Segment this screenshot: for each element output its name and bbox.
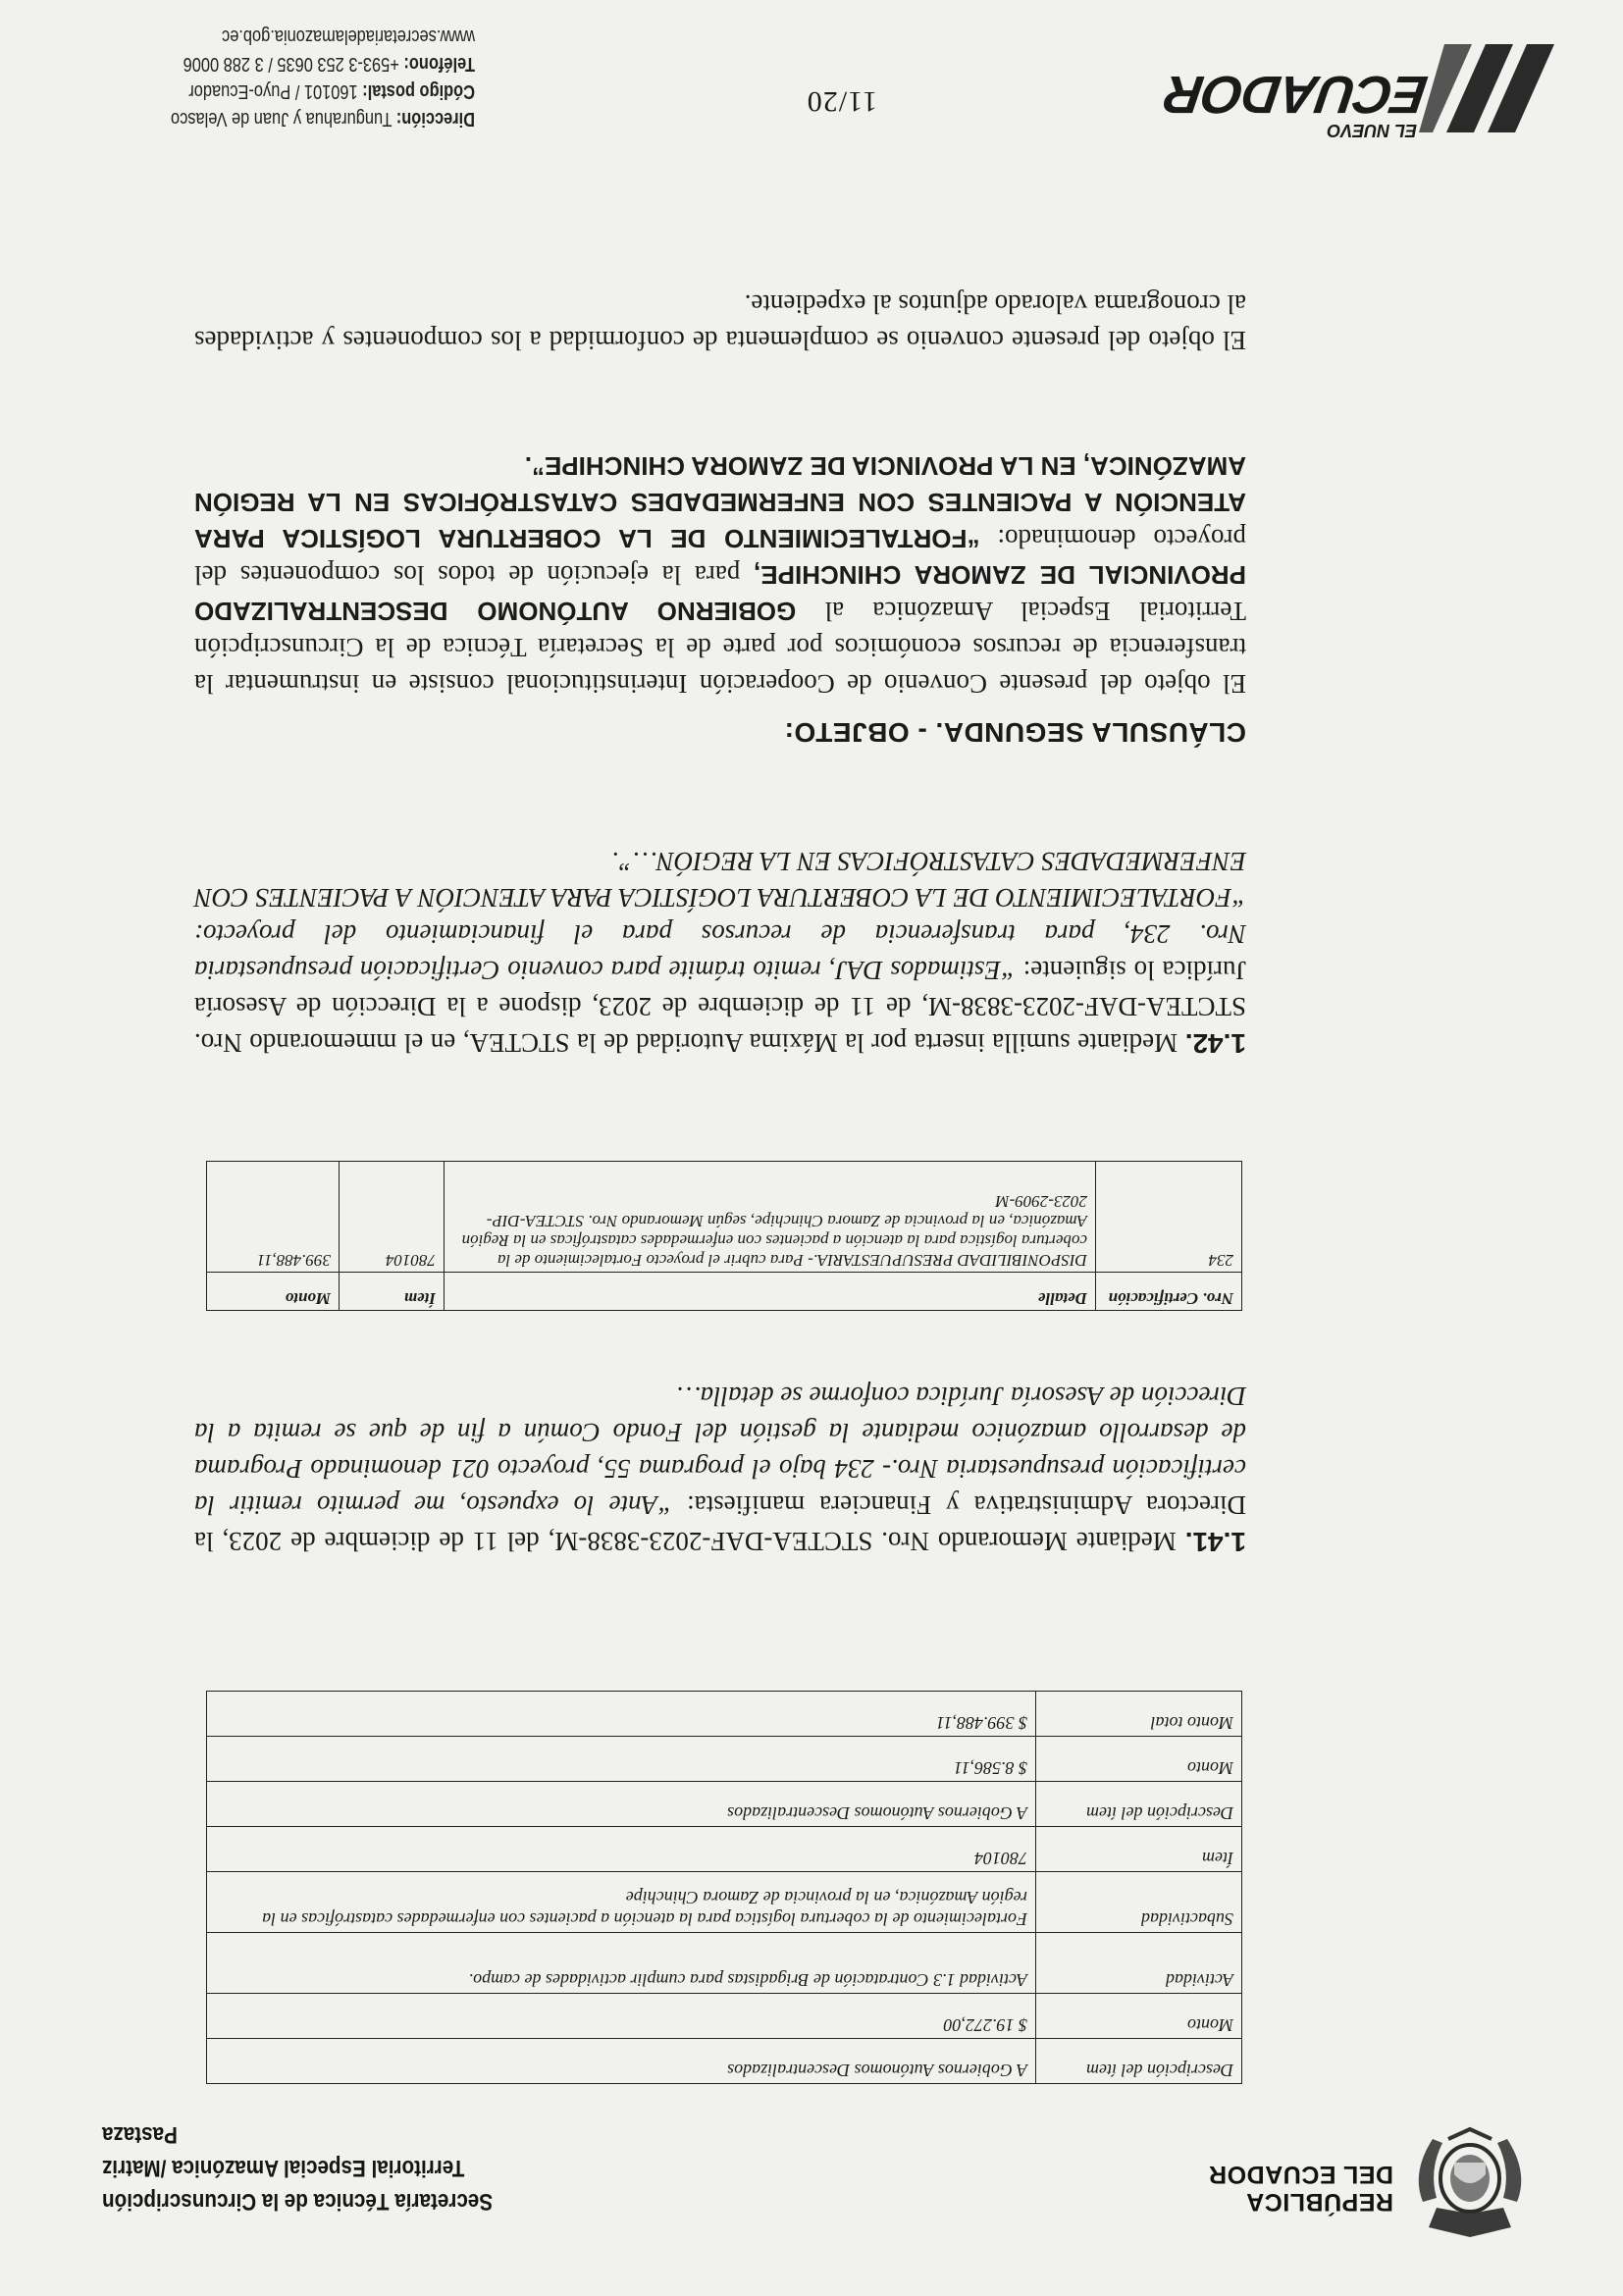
row-value: $ 399.488,11 [207, 1692, 1036, 1737]
table-row [207, 1162, 1242, 1273]
table-row [207, 1827, 1242, 1872]
row-value: 780104 [207, 1827, 1036, 1872]
paragraph-1-42 [194, 843, 1246, 1062]
republic-seal-logo [1207, 2125, 1531, 2241]
address-value: Tungurahua y Juan de Velasco [171, 108, 393, 130]
logo-small-text: EL NUEVO [1327, 121, 1417, 140]
header-monto: Monto [207, 1273, 340, 1311]
stripes-icon [1417, 34, 1564, 142]
row-label: Ítem [1036, 1827, 1242, 1872]
object-bold-2: “FORTALECIMIENTO DE LA COBERTURA LOGÍSTICA PARA ATENCIÓN A PACIENTES CON ENFERMEDADES CATASTRÓFICAS EN LA REGIÓN AMAZÓNICA, EN LA PROVINCIA DE ZAMORA CHINCHIPE”. [194, 451, 1246, 553]
paragraph-number: 1.41. [1184, 1527, 1246, 1557]
object-text-1: El objeto del presente Convenio de Cooperación Interinstitucional consiste en instrumentar la transferencia de recursos económicos por parte de la Secretaría Técnica de la Circunscripción Territorial Especial Amazónica al [194, 597, 1246, 699]
table-row [207, 2039, 1242, 2084]
table-row [207, 1737, 1242, 1782]
row-value: Fortalecimiento de la cobertura logística para la atención a pacientes con enfermedades catastróficas en la región Amazónica, en la provincia de Zamora Chinchipe [207, 1872, 1036, 1933]
row-label: Monto total [1036, 1692, 1242, 1737]
table-header-row [207, 1273, 1242, 1311]
table-row [207, 1782, 1242, 1827]
table-row [207, 1872, 1242, 1933]
object-paragraph [194, 447, 1246, 702]
footer-website: www.secretariadelamazonia.gob.ec [222, 26, 475, 47]
institution-line-2: Territorial Especial Amazónica /Matriz Pastaza [102, 2121, 465, 2181]
phone-value: +593-3 253 0635 / 3 288 0006 [183, 53, 399, 75]
footer-phone [171, 50, 475, 78]
paragraph-quote: “Estimados DAJ, remito trámite para convenio Certificación presupuestaria Nro. 234, para transferencia de recursos para el financiamiento del proyecto: “FORTALECIMIENTO DE LA COBERTURA LOGÍSTICA PARA ATENCIÓN A PACIENTES CON ENFERMEDADES CATASTRÓFICAS EN LA REGIÓN…”. [193, 847, 1246, 985]
object-text-2: para la ejecución de todos los componentes del proyecto denominado: [194, 524, 1246, 590]
cell-detalle: DISPONIBILIDAD PRESUPUESTARIA.- Para cubrir el proyecto Fortalecimiento de la cobertura logística para la atención a pacientes con enfermedades catastróficas en la Región Amazónica, en la provincia de Zamora Chinchipe, según Memorando Nro. STCTEA-DIP-2023-2909-M [445, 1162, 1096, 1273]
paragraph-1-41 [194, 1378, 1246, 1560]
row-value: $ 8.586,11 [207, 1737, 1036, 1782]
table-row [207, 1994, 1242, 2039]
header-item: Ítem [340, 1273, 445, 1311]
cell-nro: 234 [1096, 1162, 1242, 1273]
row-label: Monto [1036, 1994, 1242, 2039]
row-label: Descripción del ítem [1036, 2039, 1242, 2084]
paragraph-intro: Mediante sumilla inserta por la Máxima Autoridad de la STCTEA, en el mmemorando Nro. STCTEA-DAF-2023-3838-M, de 11 de diciembre de 2023, dispone a la Dirección de Asesoría Jurídica lo siguiente: [193, 956, 1246, 1058]
table-row [207, 1933, 1242, 1994]
row-label: Subactividad [1036, 1872, 1242, 1933]
row-label: Actividad [1036, 1933, 1242, 1994]
cell-item: 780104 [340, 1162, 445, 1273]
footer-contact [171, 23, 475, 132]
page-number: 11/20 [806, 85, 877, 118]
country-line-1: REPÚBLICA [1245, 2188, 1393, 2216]
row-label: Descripción del ítem [1036, 1782, 1242, 1827]
phone-label: Teléfono: [403, 53, 475, 75]
footer-postal [171, 78, 475, 105]
paragraph-intro: Mediante Memorando Nro. STCTEA-DAF-2023-3838-M, del 11 de diciembre de 2023, la Directora Administrativa y Financiera manifiesta: [193, 1490, 1246, 1556]
header-detalle: Detalle [445, 1273, 1096, 1311]
row-value: Actividad 1.3 Contratación de Brigadistas para cumplir actividades de campo. [207, 1933, 1036, 1994]
header-nro-certificacion: Nro. Certificación [1096, 1273, 1242, 1311]
letterhead [63, 2104, 1554, 2251]
paragraph-quote: “Ante lo expuesto, me permito remitir la certificación presupuestaria Nro.- 234 bajo el programa 55, proyecto 021 denominado Programa de desarrollo amazónico mediante la gestión del Fondo Común a fin de que se remita a la Dirección de Asesoría Jurídica conforme se detalla… [193, 1382, 1246, 1520]
footer-address [171, 105, 475, 132]
country-line-2: DEL ECUADOR [1208, 2161, 1393, 2188]
certification-table [206, 1161, 1242, 1311]
paragraph-number: 1.42. [1184, 1028, 1246, 1059]
clause-title: CLÁUSULA SEGUNDA. - OBJETO: [784, 717, 1246, 748]
institution-line-1: Secretaría Técnica de la Circunscripción [102, 2188, 494, 2215]
logo-big-text: ECUADOR [1161, 65, 1432, 124]
address-label: Dirección: [395, 108, 475, 130]
object-bold-1: GOBIERNO AUTÓNOMO DESCENTRALIZADO PROVINCIAL DE ZAMORA CHINCHIPE, [193, 560, 1246, 626]
row-value: $ 19.272,00 [207, 1994, 1036, 2039]
row-label: Monto [1036, 1737, 1242, 1782]
postal-value: 160101 / Puyo-Ecuador [188, 80, 358, 102]
table-row [207, 1692, 1242, 1737]
complement-paragraph: El objeto del presente convenio se complementa de conformidad a los componentes y actividades al cronograma valorado adjuntos al expediente. [194, 289, 1246, 355]
postal-label: Código postal: [362, 80, 475, 102]
row-value: A Gobiernos Autónomos Descentralizados [207, 1782, 1036, 1827]
row-value: A Gobiernos Autónomos Descentralizados [207, 2039, 1036, 2084]
institution-name [102, 2117, 541, 2218]
el-nuevo-ecuador-logo [1161, 34, 1564, 142]
cell-monto: 399.488,11 [207, 1162, 340, 1273]
budget-table [206, 1691, 1242, 2084]
